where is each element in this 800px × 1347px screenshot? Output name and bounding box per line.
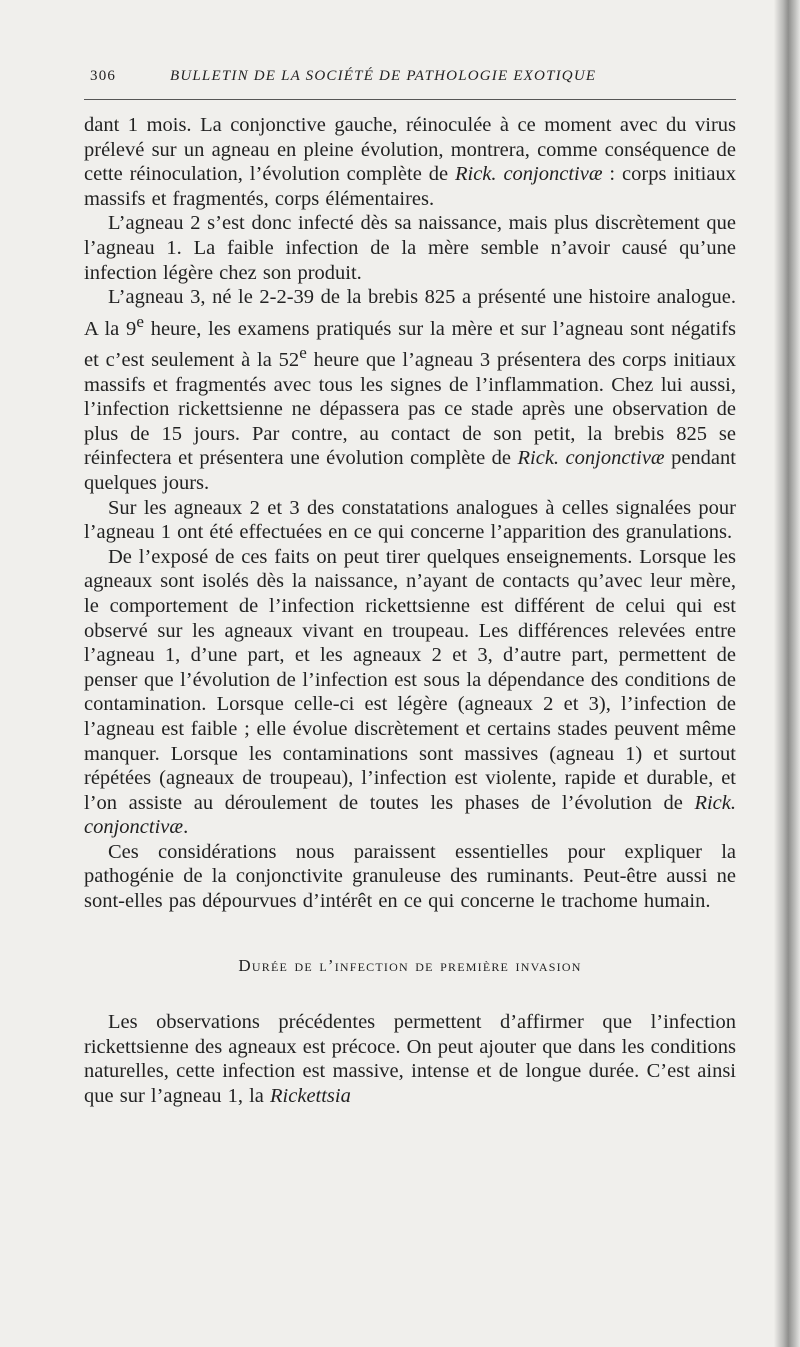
species-name: Rick. conjonctivæ — [517, 447, 665, 470]
article-body — [84, 113, 736, 1109]
journal-title: BULLETIN DE LA SOCIÉTÉ DE PATHOLOGIE EXOTIQUE — [170, 68, 597, 84]
paragraph-4: Sur les agneaux 2 et 3 des constatations analogues à celles signalées pour l’agneau 1 ont été effectuées en ce qui concerne l’apparition des granulations. — [84, 496, 736, 544]
genus-name: Rickettsia — [270, 1085, 351, 1108]
species-name: Rick. conjonctivæ — [84, 791, 736, 839]
running-head — [84, 68, 736, 92]
page-number: 306 — [90, 68, 117, 84]
paragraph-3: L’agneau 3, né le 2-2-39 de la brebis 825 a présenté une histoire analogue. A la 9e heure, les examens pratiqués sur la mère et sur l’agneau sont négatifs et c’est seulement à la 52e heure que l’agneau 3 présentera des corps initiaux massifs et fragmentés avec tous les signes de l’inflammation. Chez lui aussi, l’infection rickettsienne ne dépassera pas ce stade après une observation de plus de 15 jours. Par contre, au contact de son petit, la brebis 825 se réinfectera et présentera une évolution complète de Rick. conjonctivæ pendant quelques jours. — [84, 286, 737, 494]
paragraph-2: L’agneau 2 s’est donc infecté dès sa naissance, mais plus discrètement que l’agneau 1. La faible infection de la mère semble n’avoir causé qu’une infection légère chez son produit. — [84, 212, 736, 284]
paragraph-6: Ces considérations nous paraissent essentielles pour expliquer la pathogénie de la conjonctivite granuleuse des ruminants. Peut-être aussi ne sont-elles pas dépourvues d’intérêt en ce qui concerne le trachome humain. — [84, 840, 736, 913]
book-spine-shadow — [774, 0, 800, 1347]
species-name: Rick. conjonctivæ — [454, 163, 603, 186]
header-rule — [84, 99, 736, 100]
paragraph-1: dant 1 mois. La conjonctive gauche, réinoculée à ce moment avec du virus prélevé sur un agneau en pleine évolution, montrera, comme conséquence de cette réinoculation, l’évolution complète de Rick. conjonctivæ : corps initiaux massifs et fragmentés, corps élémentaires. — [84, 114, 736, 210]
paragraph-5: De l’exposé de ces faits on peut tirer quelques enseignements. Lorsque les agneaux sont isolés dès la naissance, n’ayant de contacts qu’avec leur mère, le comportement de l’infection rickettsienne est différent de celui qui est observé sur les agneaux vivant en troupeau. Les différences relevées entre l’agneau 1, d’une part, et les agneaux 2 et 3, d’autre part, permettent de penser que l’évolution de l’infection est sous la dépendance des conditions de contamination. Lorsque celle-ci est légère (agneaux 2 et 3), l’infection de l’agneau est faible ; elle évolue discrètement et certains stades peuvent même manquer. Lorsque les contaminations sont massives (agneau 1) et surtout répétées (agneaux de troupeau), l’infection est violente, rapide et durable, et l’on assiste au déroulement de toutes les phases de l’évolution de Rick. conjonctivæ. — [84, 545, 736, 839]
paragraph-7: Les observations précédentes permettent d’affirmer que l’infection rickettsienne des agneaux est précoce. On peut ajouter que dans les conditions naturelles, cette infection est massive, intense et de longue durée. C’est ainsi que sur l’agneau 1, la Rickettsia — [84, 1011, 736, 1108]
section-heading: Durée de l’infection de première invasion — [238, 955, 582, 975]
